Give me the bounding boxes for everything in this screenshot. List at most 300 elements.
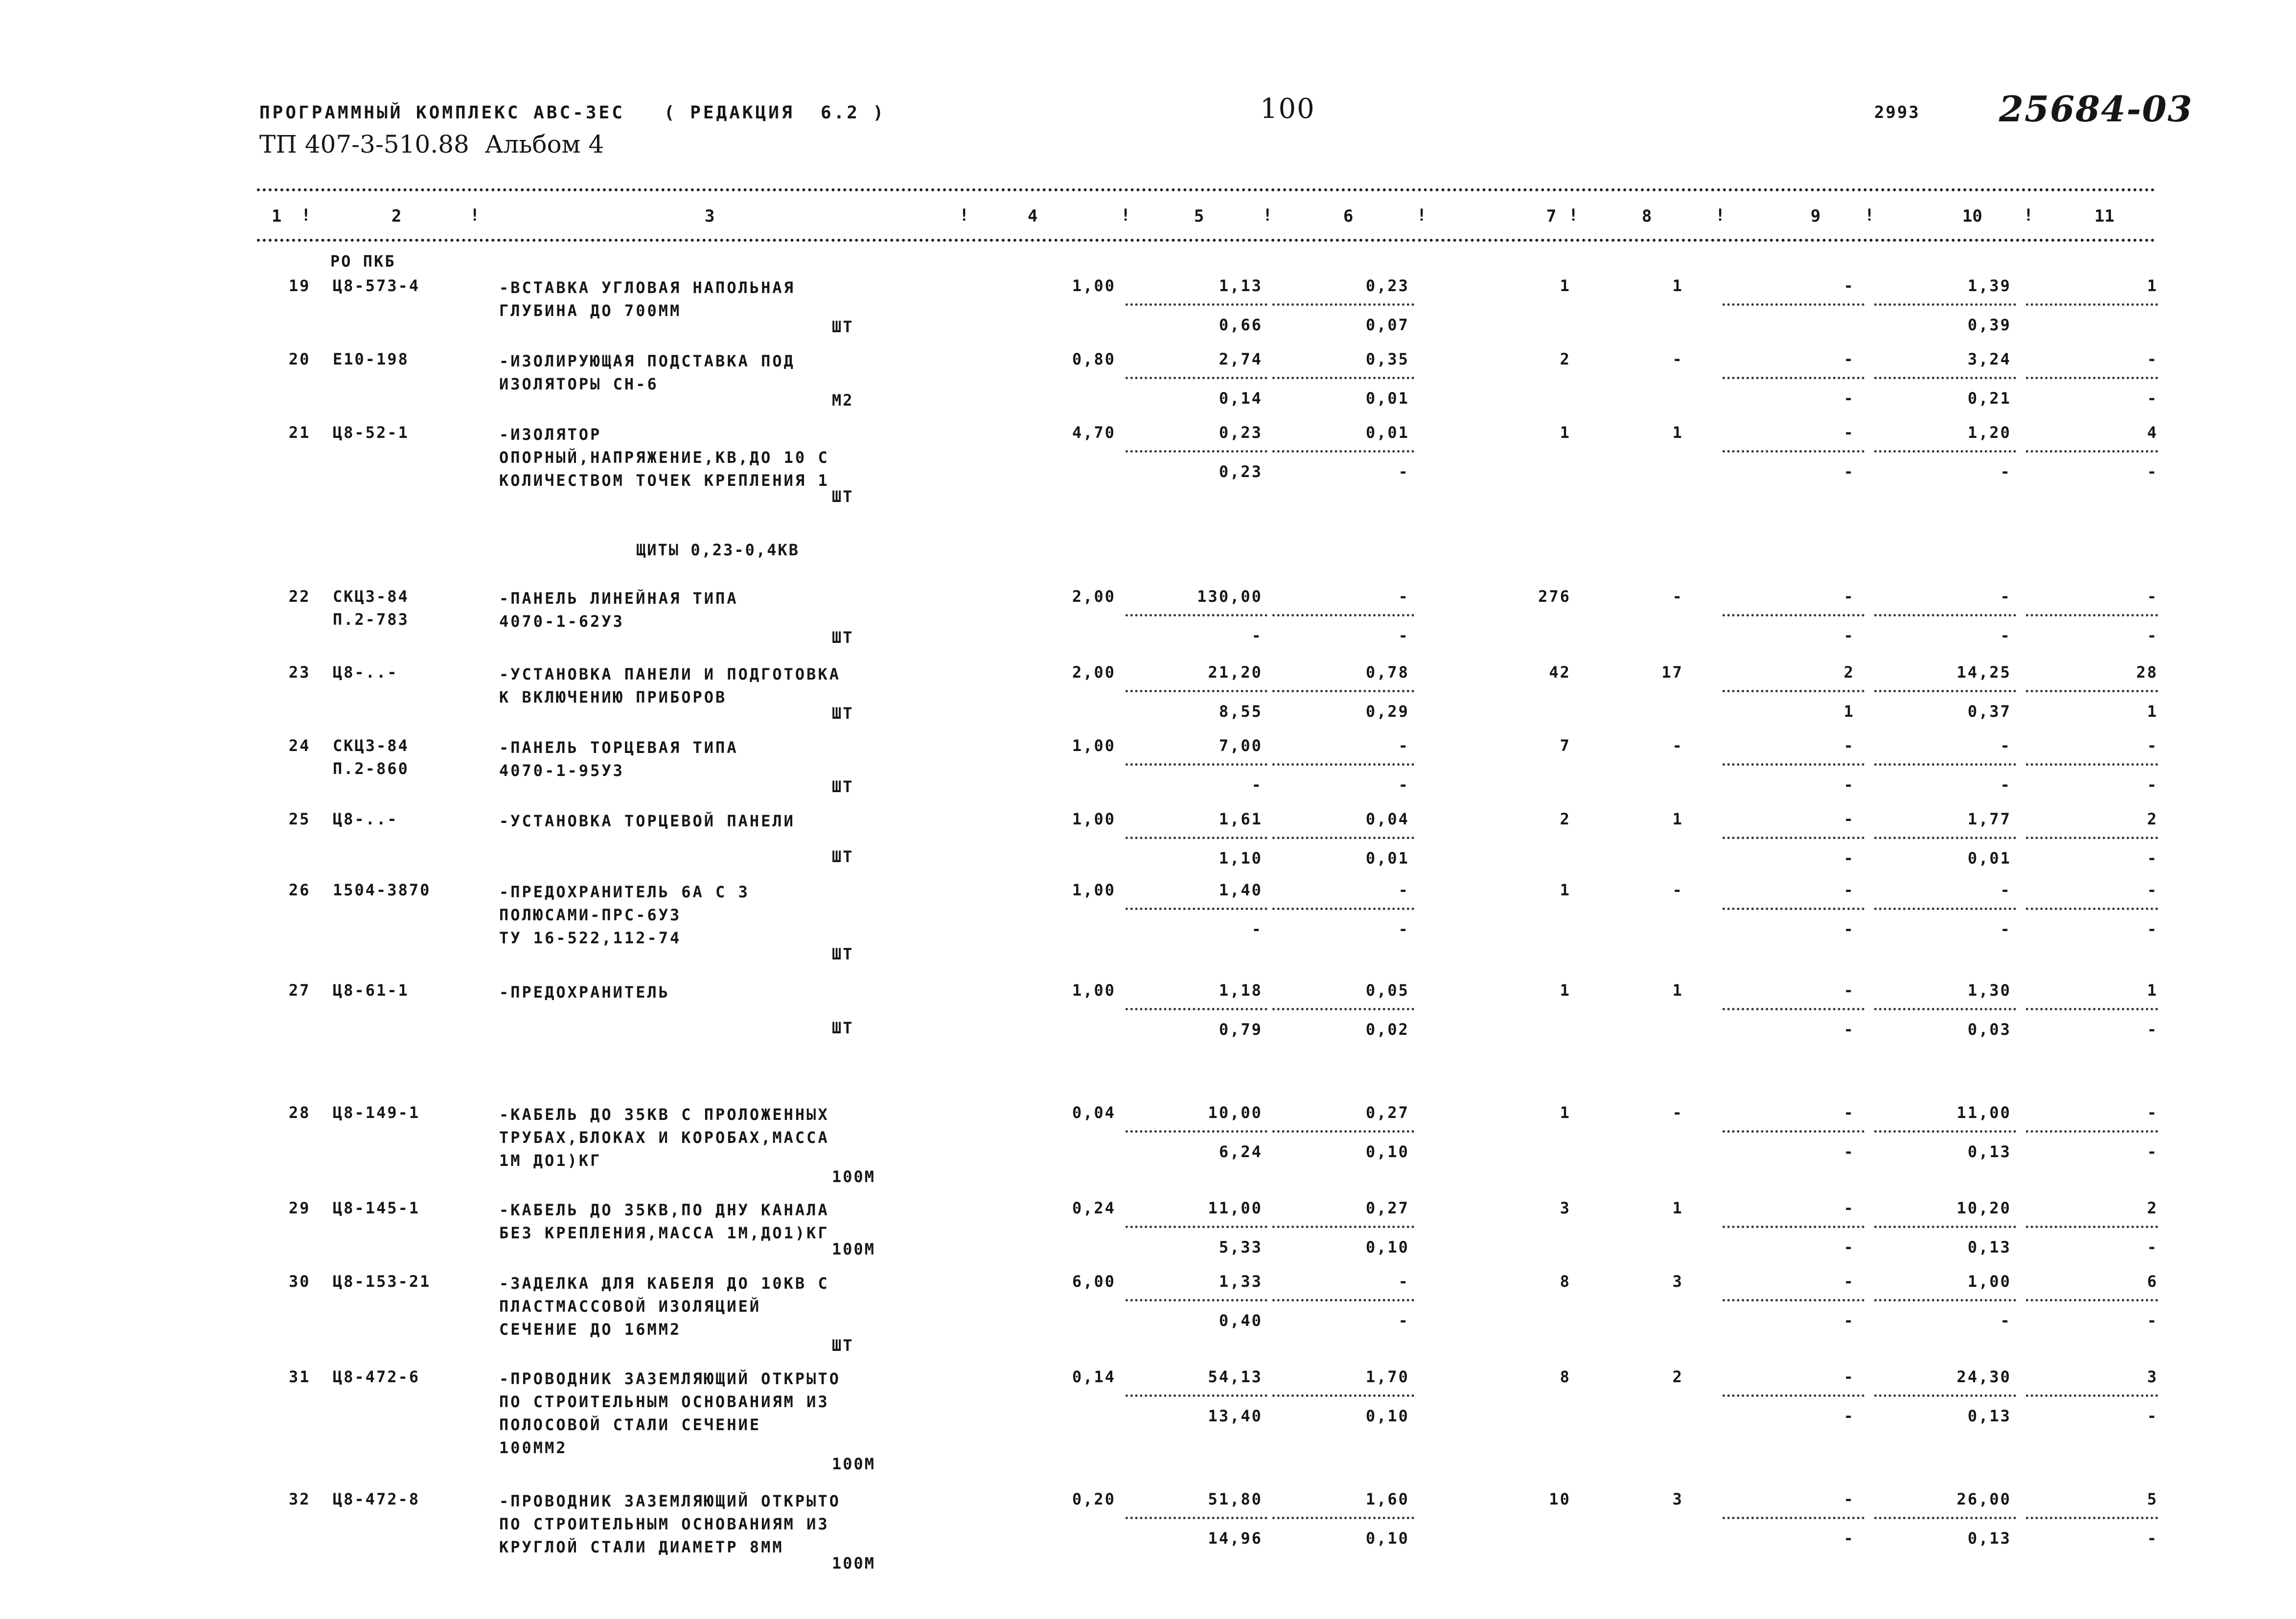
col6-labor-value: 0,10	[1365, 1142, 1409, 1161]
col10-labor-value: 0,13	[1967, 1529, 2011, 1548]
col10-labor-value: 0,21	[1967, 389, 2011, 408]
subtotal-rule	[2026, 450, 2158, 453]
subtotal-rule	[2026, 763, 2158, 766]
subtotal-rule	[1722, 1394, 1864, 1397]
subtotal-rule	[1272, 1130, 1414, 1133]
subtotal-rule	[1874, 763, 2016, 766]
subtotal-rule	[1125, 1130, 1267, 1133]
col6-value: 0,27	[1365, 1199, 1409, 1217]
col5-labor-value: 5,33	[1218, 1238, 1263, 1256]
quantity: 1,00	[1072, 736, 1116, 755]
col9-value: -	[1843, 1490, 1855, 1508]
unit-of-measure: ШТ	[832, 945, 854, 963]
column-number: 1	[272, 206, 282, 226]
col11-labor-value: -	[2147, 1238, 2158, 1256]
col8-value: 1	[1672, 423, 1683, 442]
col7-value: 2	[1560, 350, 1571, 368]
col9-labor-value: -	[1843, 462, 1855, 481]
col11-value: 1	[2147, 981, 2158, 1000]
subtotal-rule	[2026, 1226, 2158, 1228]
row-number: 26	[289, 881, 311, 899]
col11-value: 5	[2147, 1490, 2158, 1508]
quantity: 0,04	[1072, 1103, 1116, 1122]
col5-value: 51,80	[1208, 1490, 1263, 1508]
subtotal-rule	[1125, 377, 1267, 379]
col7-value: 3	[1560, 1199, 1571, 1217]
work-description-line: -ПАНЕЛЬ ЛИНЕЙНАЯ ТИПА	[499, 589, 738, 608]
col7-value: 1	[1560, 881, 1571, 899]
row-number: 22	[289, 587, 311, 606]
col5-value: 10,00	[1208, 1103, 1263, 1122]
col5-labor-value: 0,66	[1218, 316, 1263, 334]
col6-labor-value: 0,10	[1365, 1238, 1409, 1256]
col10-labor-value: 0,37	[1967, 702, 2011, 721]
col5-labor-value: 6,24	[1218, 1142, 1263, 1161]
subtotal-rule	[1874, 303, 2016, 306]
column-number: 7	[1546, 206, 1557, 226]
col11-labor-value: -	[2147, 462, 2158, 481]
subtotal-rule	[1874, 1299, 2016, 1301]
col11-labor-value: -	[2147, 849, 2158, 867]
col9-labor-value: -	[1843, 1020, 1855, 1039]
col5-labor-value: 0,40	[1218, 1311, 1263, 1330]
col11-labor-value: -	[2147, 1529, 2158, 1548]
col7-value: 10	[1549, 1490, 1571, 1508]
subtotal-rule	[1874, 908, 2016, 910]
col7-value: 1	[1560, 423, 1571, 442]
unit-of-measure: ШТ	[832, 1019, 854, 1037]
subtotal-rule	[1874, 1517, 2016, 1519]
col8-value: 1	[1672, 981, 1683, 1000]
col9-value: -	[1843, 1103, 1855, 1122]
col6-value: 0,27	[1365, 1103, 1409, 1122]
subtotal-rule	[1272, 614, 1414, 616]
col6-value: 1,60	[1365, 1490, 1409, 1508]
subtotal-rule	[1272, 763, 1414, 766]
subtotal-rule	[2026, 1394, 2158, 1397]
col11-labor-value: -	[2147, 1142, 2158, 1161]
col11-value: -	[2147, 1103, 2158, 1122]
col9-labor-value: -	[1843, 1529, 1855, 1548]
col6-value: 0,05	[1365, 981, 1409, 1000]
subtotal-rule	[1272, 1394, 1414, 1397]
col8-value: -	[1672, 881, 1683, 899]
subtotal-rule	[2026, 1517, 2158, 1519]
subtotal-rule	[1874, 1130, 2016, 1133]
col9-labor-value: -	[1843, 849, 1855, 867]
col8-value: 1	[1672, 810, 1683, 828]
col10-labor-value: 0,39	[1967, 316, 2011, 334]
rate-code: 1504-3870	[333, 881, 431, 899]
col6-value: -	[1398, 1272, 1409, 1291]
rate-code: Е10-198	[333, 350, 409, 368]
work-description-line: ТУ 16-522,112-74	[499, 929, 682, 947]
subtotal-rule	[1125, 690, 1267, 692]
subtotal-rule	[1272, 690, 1414, 692]
col7-value: 1	[1560, 981, 1571, 1000]
col9-labor-value: -	[1843, 1311, 1855, 1330]
pre-row-code: РО ПКБ	[330, 252, 396, 271]
col9-value: 2	[1843, 663, 1855, 682]
quantity: 0,20	[1072, 1490, 1116, 1508]
row-number: 24	[289, 736, 311, 755]
work-description-line: -ПРЕДОХРАНИТЕЛЬ	[499, 983, 670, 1002]
subtotal-rule	[2026, 1008, 2158, 1010]
col10-value: 1,77	[1967, 810, 2011, 828]
col10-labor-value: 0,13	[1967, 1407, 2011, 1425]
col9-labor-value: -	[1843, 1238, 1855, 1256]
work-description-line: -ПРЕДОХРАНИТЕЛЬ 6А С 3	[499, 883, 750, 901]
col11-labor-value: 1	[2147, 702, 2158, 721]
subtotal-rule	[2026, 1299, 2158, 1301]
col9-labor-value: -	[1843, 389, 1855, 408]
work-description-line: К ВКЛЮЧЕНИЮ ПРИБОРОВ	[499, 688, 727, 707]
col9-value: -	[1843, 1272, 1855, 1291]
unit-of-measure: 100М	[832, 1455, 876, 1473]
column-separator: !	[1417, 205, 1427, 225]
col9-value: -	[1843, 881, 1855, 899]
column-number: 6	[1343, 206, 1354, 226]
row-number: 31	[289, 1368, 311, 1386]
col11-value: 2	[2147, 810, 2158, 828]
subtotal-rule	[1874, 1226, 2016, 1228]
subtotal-rule	[1272, 1517, 1414, 1519]
work-description-line: 1М ДО1)КГ	[499, 1151, 602, 1170]
document-code: ТП 407-3-510.88 Альбом 4	[259, 130, 604, 159]
column-separator: !	[1121, 205, 1131, 225]
quantity: 4,70	[1072, 423, 1116, 442]
row-number: 27	[289, 981, 311, 1000]
col10-value: 3,24	[1967, 350, 2011, 368]
col6-value: -	[1398, 587, 1409, 606]
col11-labor-value: -	[2147, 389, 2158, 408]
work-description-line: СЕЧЕНИЕ ДО 16ММ2	[499, 1320, 682, 1339]
subtotal-rule	[1722, 1130, 1864, 1133]
col5-labor-value: 14,96	[1208, 1529, 1263, 1548]
col10-value: 26,00	[1956, 1490, 2011, 1508]
subtotal-rule	[1722, 837, 1864, 839]
col5-value: 1,61	[1218, 810, 1263, 828]
row-number: 19	[289, 276, 311, 295]
col11-value: 4	[2147, 423, 2158, 442]
col5-labor-value: 13,40	[1208, 1407, 1263, 1425]
col5-value: 2,74	[1218, 350, 1263, 368]
subtotal-rule	[1874, 690, 2016, 692]
work-description-line: -ПАНЕЛЬ ТОРЦЕВАЯ ТИПА	[499, 738, 738, 757]
archive-stamp-number: 25684-03	[1999, 88, 2193, 130]
col10-labor-value: -	[2000, 775, 2011, 794]
quantity: 1,00	[1072, 881, 1116, 899]
col8-value: -	[1672, 587, 1683, 606]
work-description-line: -ИЗОЛИРУЮЩАЯ ПОДСТАВКА ПОД	[499, 352, 795, 370]
quantity: 1,00	[1072, 981, 1116, 1000]
subtotal-rule	[1125, 303, 1267, 306]
col5-labor-value: 0,23	[1218, 462, 1263, 481]
work-description-line: БЕЗ КРЕПЛЕНИЯ,МАССА 1М,ДО1)КГ	[499, 1224, 829, 1242]
col11-labor-value: -	[2147, 1311, 2158, 1330]
col6-labor-value: 0,02	[1365, 1020, 1409, 1039]
col11-value: -	[2147, 736, 2158, 755]
subtotal-rule	[2026, 303, 2158, 306]
unit-of-measure: ШТ	[832, 1336, 854, 1355]
col6-labor-value: -	[1398, 462, 1409, 481]
column-number: 8	[1642, 206, 1652, 226]
col7-value: 1	[1560, 1103, 1571, 1122]
row-number: 30	[289, 1272, 311, 1291]
subtotal-rule	[1874, 837, 2016, 839]
col9-value: -	[1843, 350, 1855, 368]
column-separator: !	[959, 205, 969, 225]
col9-value: -	[1843, 1199, 1855, 1217]
row-number: 23	[289, 663, 311, 682]
subtotal-rule	[1874, 1008, 2016, 1010]
row-number: 25	[289, 810, 311, 828]
col11-value: 6	[2147, 1272, 2158, 1291]
work-description-line: ОПОРНЫЙ,НАПРЯЖЕНИЕ,КВ,ДО 10 С	[499, 448, 829, 467]
col5-labor-value: 0,79	[1218, 1020, 1263, 1039]
rate-code: Ц8-145-1	[333, 1199, 420, 1217]
subtotal-rule	[1125, 1299, 1267, 1301]
unit-of-measure: ШТ	[832, 704, 854, 723]
col9-labor-value: -	[1843, 1407, 1855, 1425]
quantity: 0,24	[1072, 1199, 1116, 1217]
subtotal-rule	[1722, 908, 1864, 910]
col11-value: 1	[2147, 276, 2158, 295]
col8-value: 1	[1672, 1199, 1683, 1217]
work-description-line: -УСТАНОВКА ТОРЦЕВОЙ ПАНЕЛИ	[499, 812, 795, 830]
subtotal-rule	[1272, 450, 1414, 453]
col9-value: -	[1843, 423, 1855, 442]
col9-value: -	[1843, 810, 1855, 828]
quantity: 0,14	[1072, 1368, 1116, 1386]
col6-labor-value: -	[1398, 775, 1409, 794]
col10-value: 1,00	[1967, 1272, 2011, 1291]
work-description-line: -КАБЕЛЬ ДО 35КВ С ПРОЛОЖЕННЫХ	[499, 1105, 829, 1124]
subtotal-rule	[1722, 763, 1864, 766]
col6-value: -	[1398, 736, 1409, 755]
col11-value: 28	[2136, 663, 2158, 682]
col5-value: 1,40	[1218, 881, 1263, 899]
subtotal-rule	[2026, 908, 2158, 910]
subtotal-rule	[1722, 614, 1864, 616]
subtotal-rule	[2026, 614, 2158, 616]
col6-labor-value: 0,01	[1365, 849, 1409, 867]
subtotal-rule	[2026, 837, 2158, 839]
column-separator: !	[1864, 205, 1875, 225]
quantity: 6,00	[1072, 1272, 1116, 1291]
program-header: ПРОГРАММНЫЙ КОМПЛЕКС АВС-3ЕС ( РЕДАКЦИЯ 6.2 )	[259, 103, 886, 123]
column-number: 9	[1811, 206, 1821, 226]
col8-value: 17	[1661, 663, 1683, 682]
col10-labor-value: -	[2000, 462, 2011, 481]
unit-of-measure: ШТ	[832, 628, 854, 647]
subtotal-rule	[1722, 1517, 1864, 1519]
rate-code: Ц8-472-6	[333, 1368, 420, 1386]
col8-value: -	[1672, 350, 1683, 368]
subtotal-rule	[1272, 377, 1414, 379]
col6-value: 0,04	[1365, 810, 1409, 828]
subtotal-rule	[1272, 1299, 1414, 1301]
subtotal-rule	[1874, 450, 2016, 453]
col6-labor-value: -	[1398, 626, 1409, 645]
quantity: 2,00	[1072, 587, 1116, 606]
col10-labor-value: 0,01	[1967, 849, 2011, 867]
rate-code: СКЦ3-84	[333, 736, 409, 755]
work-description-line: ТРУБАХ,БЛОКАХ И КОРОБАХ,МАССА	[499, 1128, 829, 1147]
col7-value: 2	[1560, 810, 1571, 828]
rate-code-secondary: П.2-860	[333, 759, 409, 778]
col6-value: -	[1398, 881, 1409, 899]
subtotal-rule	[1272, 1226, 1414, 1228]
page-number: 100	[1260, 93, 1315, 125]
subtotal-rule	[1722, 690, 1864, 692]
col7-value: 276	[1538, 587, 1571, 606]
col10-value: -	[2000, 881, 2011, 899]
subtotal-rule	[1125, 908, 1267, 910]
work-description-line: ПОЛЮСАМИ-ПРС-6У3	[499, 906, 682, 924]
col11-value: 2	[2147, 1199, 2158, 1217]
work-description-line: ИЗОЛЯТОРЫ СН-6	[499, 375, 659, 393]
col9-labor-value: -	[1843, 1142, 1855, 1161]
unit-of-measure: М2	[832, 391, 854, 410]
col7-value: 42	[1549, 663, 1571, 682]
col5-value: 1,33	[1218, 1272, 1263, 1291]
rate-code: Ц8-153-21	[333, 1272, 431, 1291]
col5-labor-value: -	[1251, 626, 1263, 645]
col7-value: 7	[1560, 736, 1571, 755]
col9-value: -	[1843, 736, 1855, 755]
col5-labor-value: 0,14	[1218, 389, 1263, 408]
column-number: 3	[705, 206, 715, 226]
subtotal-rule	[1125, 450, 1267, 453]
column-separator: !	[470, 205, 480, 225]
col6-value: 1,70	[1365, 1368, 1409, 1386]
col6-labor-value: 0,29	[1365, 702, 1409, 721]
col11-labor-value: -	[2147, 1407, 2158, 1425]
quantity: 1,00	[1072, 276, 1116, 295]
col9-value: -	[1843, 981, 1855, 1000]
col8-value: 3	[1672, 1272, 1683, 1291]
quantity: 2,00	[1072, 663, 1116, 682]
col10-labor-value: 0,13	[1967, 1142, 2011, 1161]
col7-value: 8	[1560, 1368, 1571, 1386]
col10-labor-value: -	[2000, 1311, 2011, 1330]
col5-labor-value: -	[1251, 920, 1263, 938]
column-number: 10	[1962, 206, 1982, 226]
col5-value: 7,00	[1218, 736, 1263, 755]
col11-value: -	[2147, 587, 2158, 606]
col8-value: 3	[1672, 1490, 1683, 1508]
col6-value: 0,35	[1365, 350, 1409, 368]
row-number: 28	[289, 1103, 311, 1122]
col10-value: -	[2000, 736, 2011, 755]
subtotal-rule	[1125, 763, 1267, 766]
work-description-line: ГЛУБИНА ДО 700ММ	[499, 301, 682, 320]
header-bottom-rule	[257, 239, 2156, 242]
column-separator: !	[1715, 205, 1725, 225]
subtotal-rule	[1722, 377, 1864, 379]
column-separator: !	[301, 205, 311, 225]
subtotal-rule	[1125, 1394, 1267, 1397]
col11-labor-value: -	[2147, 626, 2158, 645]
subtotal-rule	[1272, 1008, 1414, 1010]
subtotal-rule	[1874, 1394, 2016, 1397]
unit-of-measure: ШТ	[832, 487, 854, 506]
column-separator: !	[1568, 205, 1579, 225]
col10-value: 14,25	[1956, 663, 2011, 682]
col10-labor-value: -	[2000, 920, 2011, 938]
column-number: 2	[391, 206, 402, 226]
work-description-line: ПО СТРОИТЕЛЬНЫМ ОСНОВАНИЯМ ИЗ	[499, 1392, 829, 1411]
subtotal-rule	[2026, 690, 2158, 692]
subtotal-rule	[1272, 837, 1414, 839]
section-title: ЩИТЫ 0,23-0,4КВ	[636, 541, 800, 559]
sheet-code: 2993	[1874, 103, 1920, 122]
col10-labor-value: 0,03	[1967, 1020, 2011, 1039]
col8-value: 2	[1672, 1368, 1683, 1386]
row-number: 29	[289, 1199, 311, 1217]
col5-value: 1,13	[1218, 276, 1263, 295]
col11-value: 3	[2147, 1368, 2158, 1386]
col9-value: -	[1843, 587, 1855, 606]
col6-labor-value: 0,01	[1365, 389, 1409, 408]
rate-code: СКЦ3-84	[333, 587, 409, 606]
col5-labor-value: -	[1251, 775, 1263, 794]
quantity: 1,00	[1072, 810, 1116, 828]
work-description-line: -УСТАНОВКА ПАНЕЛИ И ПОДГОТОВКА	[499, 665, 841, 684]
col5-value: 11,00	[1208, 1199, 1263, 1217]
rate-code: Ц8-573-4	[333, 276, 420, 295]
work-description-line: -ПРОВОДНИК ЗАЗЕМЛЯЮЩИЙ ОТКРЫТО	[499, 1492, 841, 1510]
col6-value: 0,01	[1365, 423, 1409, 442]
unit-of-measure: ШТ	[832, 318, 854, 336]
col10-labor-value: 0,13	[1967, 1238, 2011, 1256]
subtotal-rule	[1722, 450, 1864, 453]
subtotal-rule	[1722, 1226, 1864, 1228]
work-description-line: -ЗАДЕЛКА ДЛЯ КАБЕЛЯ ДО 10КВ С	[499, 1274, 829, 1293]
col5-value: 1,18	[1218, 981, 1263, 1000]
subtotal-rule	[1874, 614, 2016, 616]
col9-labor-value: -	[1843, 775, 1855, 794]
work-description-line: -КАБЕЛЬ ДО 35КВ,ПО ДНУ КАНАЛА	[499, 1201, 829, 1219]
work-description-line: КРУГЛОЙ СТАЛИ ДИАМЕТР 8ММ	[499, 1538, 784, 1556]
subtotal-rule	[1722, 1008, 1864, 1010]
work-description-line: 4070-1-62У3	[499, 612, 624, 631]
col10-value: 11,00	[1956, 1103, 2011, 1122]
work-description-line: 100ММ2	[499, 1438, 568, 1457]
col6-value: 0,23	[1365, 276, 1409, 295]
col6-labor-value: 0,10	[1365, 1529, 1409, 1548]
column-separator: !	[2023, 205, 2034, 225]
col5-labor-value: 8,55	[1218, 702, 1263, 721]
col5-value: 0,23	[1218, 423, 1263, 442]
col10-value: 1,30	[1967, 981, 2011, 1000]
row-number: 20	[289, 350, 311, 368]
subtotal-rule	[1722, 1299, 1864, 1301]
column-number: 11	[2094, 206, 2114, 226]
work-description-line: -ИЗОЛЯТОР	[499, 425, 602, 444]
col10-value: 10,20	[1956, 1199, 2011, 1217]
col5-value: 130,00	[1197, 587, 1263, 606]
work-description-line: 4070-1-95У3	[499, 761, 624, 780]
header-top-rule	[257, 188, 2156, 191]
work-description-line: ПОЛОСОВОЙ СТАЛИ СЕЧЕНИЕ	[499, 1415, 761, 1434]
col6-labor-value: -	[1398, 920, 1409, 938]
unit-of-measure: 100М	[832, 1240, 876, 1258]
col5-value: 54,13	[1208, 1368, 1263, 1386]
col11-labor-value: -	[2147, 775, 2158, 794]
subtotal-rule	[1272, 908, 1414, 910]
